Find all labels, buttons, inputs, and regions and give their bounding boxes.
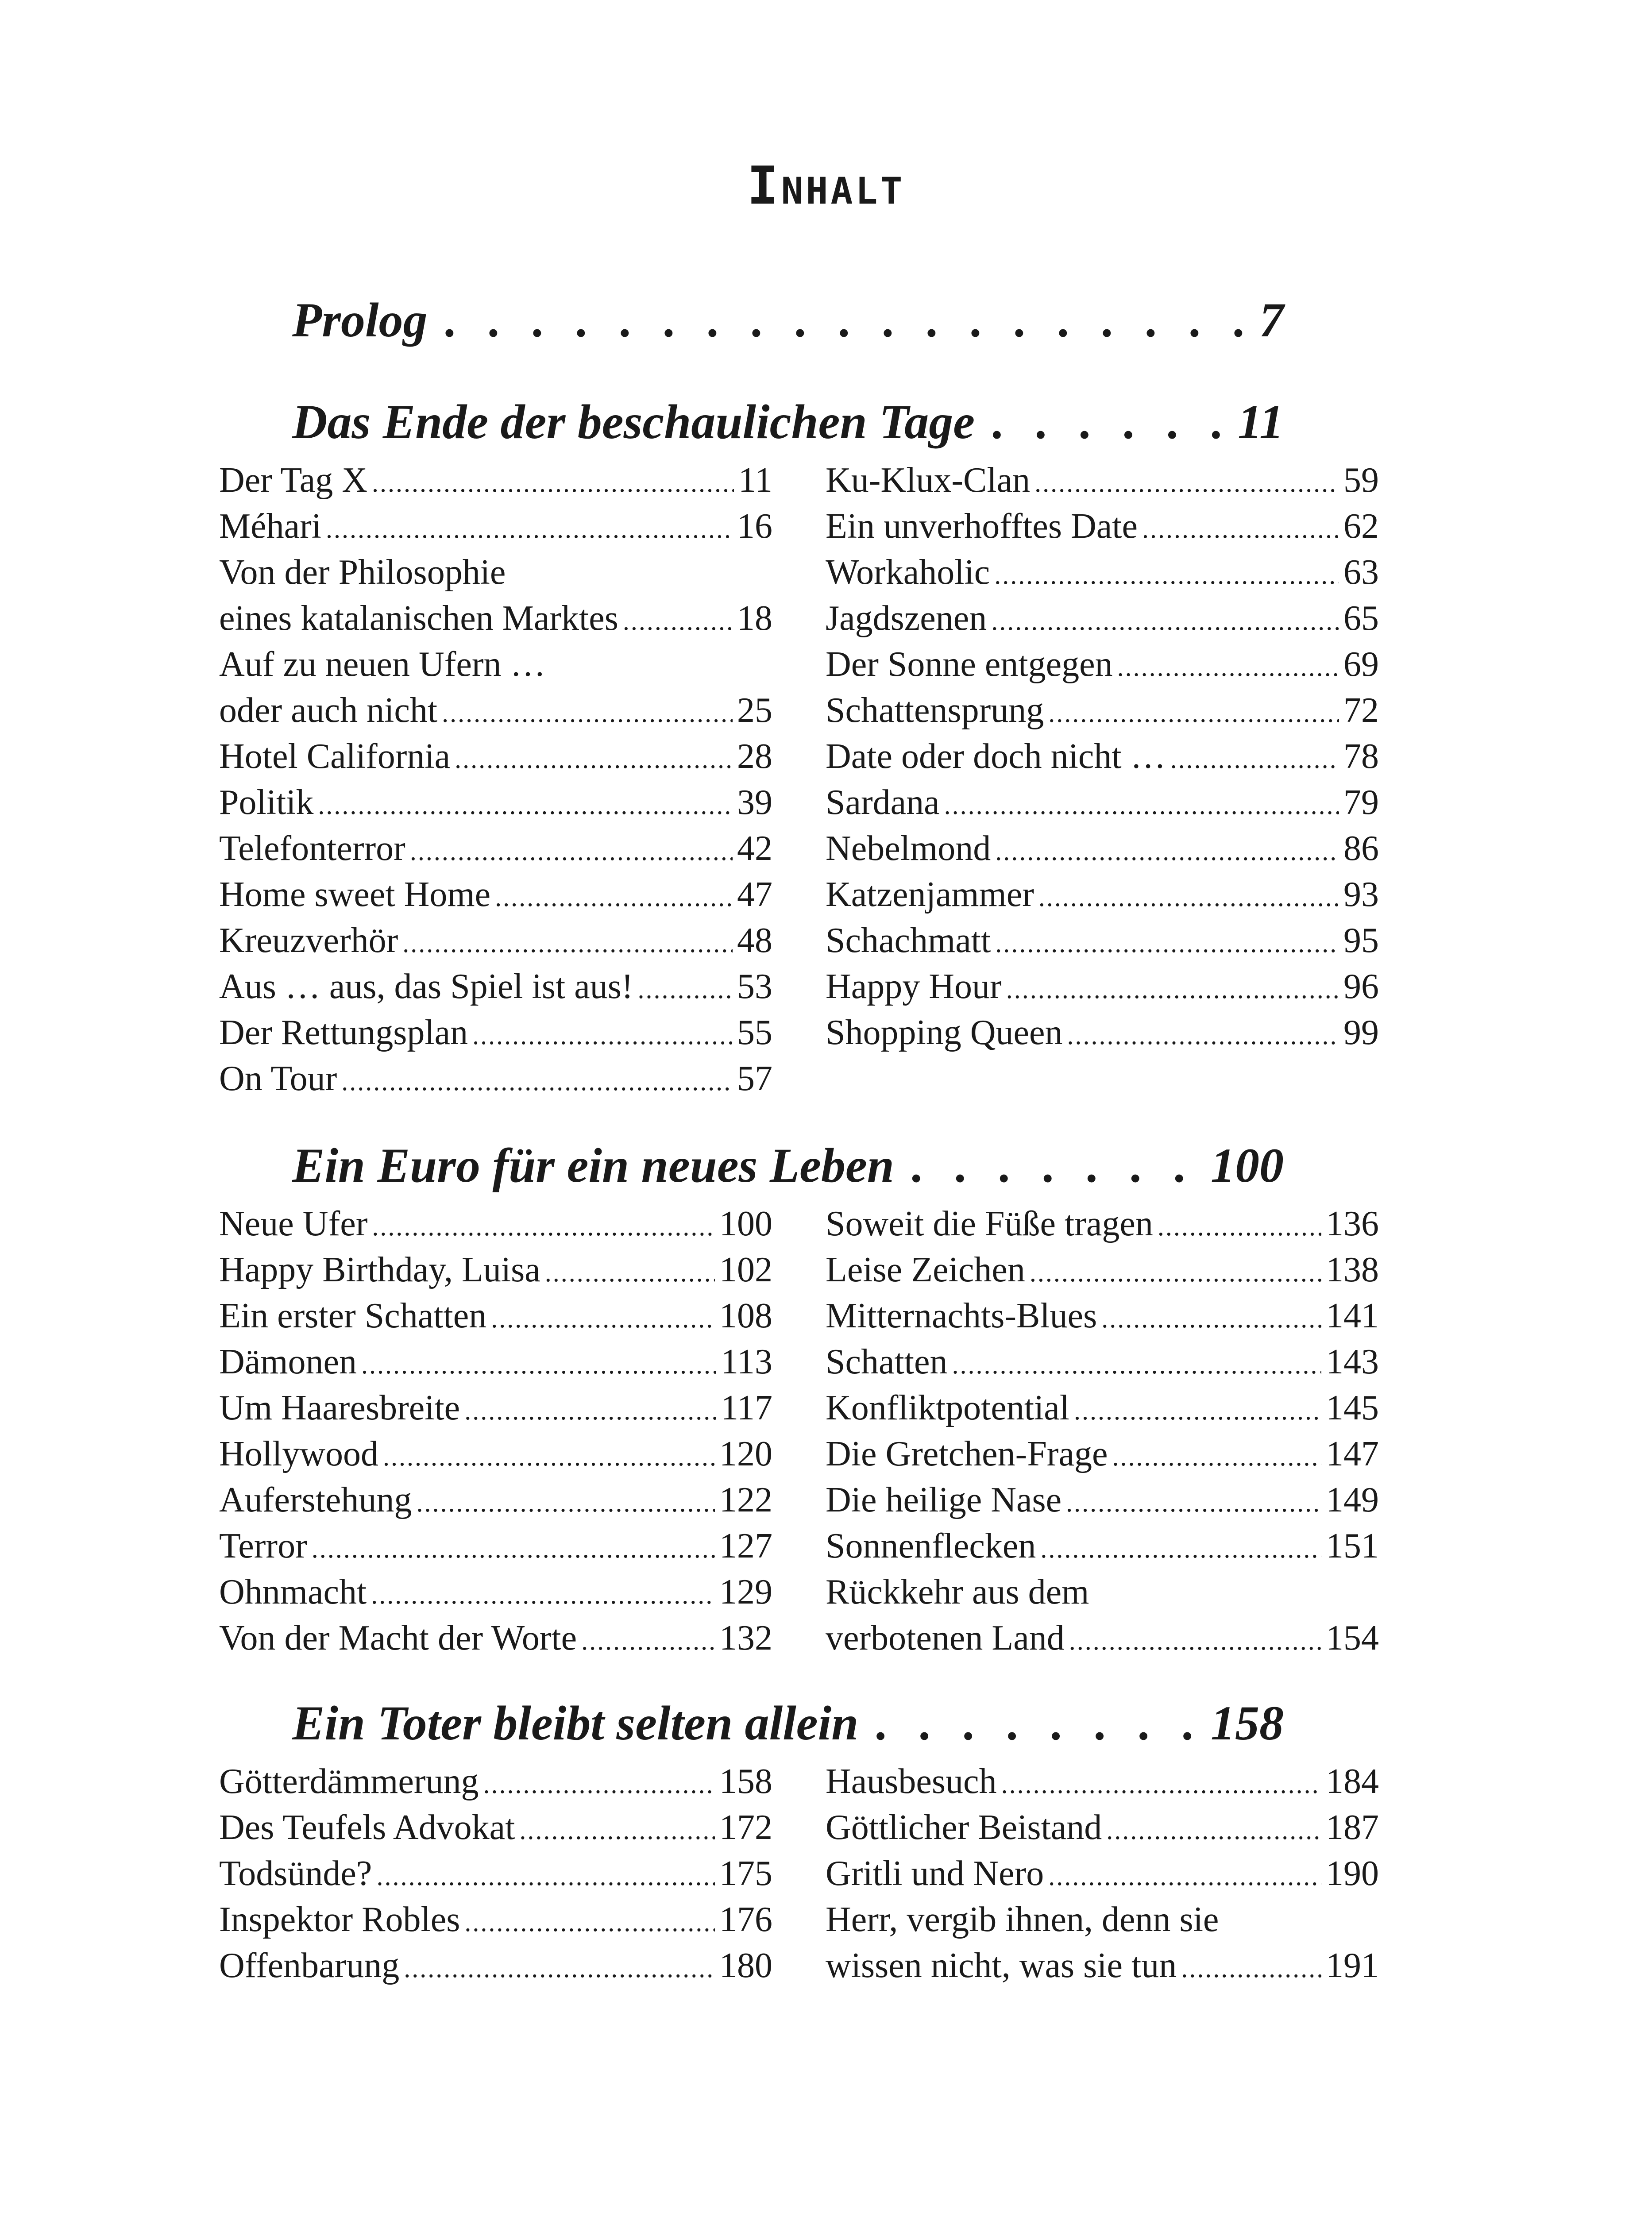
toc-entry-page-number: 154 — [1326, 1619, 1379, 1658]
dot-leader — [1067, 1020, 1339, 1051]
toc-entry — [826, 875, 1379, 921]
toc-entry-page-number: 136 — [1326, 1204, 1379, 1243]
dot-leader — [404, 1953, 715, 1984]
toc-entry-page-number: 63 — [1343, 553, 1379, 592]
toc-entry-title: On Tour — [219, 1059, 337, 1098]
toc-entry-page-number: 132 — [719, 1619, 772, 1658]
page-title: Inhalt — [747, 155, 905, 216]
section-heading — [292, 1695, 1284, 1751]
toc-entry-title: Date oder doch nicht … — [826, 737, 1166, 776]
dot-leader — [361, 1349, 716, 1380]
toc-left-column — [219, 1204, 772, 1664]
dot-leader — [545, 1257, 715, 1288]
toc-entry-title: Von der Macht der Worte — [219, 1619, 577, 1658]
toc-entry — [826, 1900, 1379, 1946]
toc-entry-page-number: 122 — [719, 1480, 772, 1519]
toc-entry-page-number: 100 — [719, 1204, 772, 1243]
toc-entry — [219, 1618, 772, 1664]
dot-leader — [952, 1349, 1321, 1380]
section-title: Prolog — [292, 293, 428, 347]
toc-entry — [219, 829, 772, 875]
toc-entry-title: eines katalanischen Marktes — [219, 599, 618, 638]
toc-entry-title: Happy Birthday, Luisa — [219, 1250, 540, 1289]
toc-entry-title: Kreuzverhör — [219, 921, 398, 960]
toc-entry — [826, 460, 1379, 506]
toc-entry-title: Aus … aus, das Spiel ist aus! — [219, 967, 633, 1006]
toc-entry-page-number: 180 — [719, 1946, 772, 1985]
toc-entry-title: Shopping Queen — [826, 1013, 1063, 1052]
toc-entry-title: Katzenjammer — [826, 875, 1034, 914]
toc-entry — [219, 460, 772, 506]
toc-entry — [826, 1250, 1379, 1296]
toc-entry — [826, 1762, 1379, 1808]
dot-leader — [1170, 744, 1339, 775]
toc-entry-title: Von der Philosophie — [219, 553, 506, 592]
dot-leader — [995, 836, 1339, 867]
dot-leader — [991, 606, 1339, 636]
toc-entry-page-number: 62 — [1343, 507, 1379, 546]
toc-entry — [219, 506, 772, 552]
toc-entry-title: Des Teufels Advokat — [219, 1808, 515, 1847]
toc-entry-title: Schattensprung — [826, 691, 1044, 730]
toc-entry-title: Göttlicher Beistand — [826, 1808, 1102, 1847]
toc-columns — [219, 1204, 1379, 1664]
dot-leader — [991, 394, 1222, 450]
toc-entry — [826, 690, 1379, 736]
toc-entry-page-number: 172 — [719, 1808, 772, 1847]
dot-leader — [638, 974, 733, 1005]
dot-leader — [1048, 1861, 1321, 1892]
section-heading — [292, 292, 1284, 348]
toc-entry-title: Die heilige Nase — [826, 1480, 1062, 1519]
toc-right-column — [826, 1204, 1379, 1664]
toc-entry-title: Ohnmacht — [219, 1573, 367, 1612]
toc-entry-title: Sardana — [826, 783, 940, 822]
toc-entry-title: Rückkehr aus dem — [826, 1573, 1089, 1612]
dot-leader — [402, 928, 733, 959]
toc-entry-title: Mitternachts-Blues — [826, 1296, 1097, 1335]
toc-entry — [826, 1618, 1379, 1664]
toc-entry-page-number: 96 — [1343, 967, 1379, 1006]
toc-entry — [219, 1480, 772, 1526]
dot-leader — [312, 1534, 715, 1564]
toc-right-column — [826, 460, 1379, 1105]
toc-entry-page-number: 120 — [719, 1434, 772, 1473]
toc-entry — [826, 1854, 1379, 1900]
section-heading — [292, 394, 1284, 450]
dot-leader — [1106, 1815, 1321, 1846]
toc-entry-page-number: 69 — [1343, 645, 1379, 684]
dot-leader — [1117, 652, 1339, 682]
toc-entry — [219, 1854, 772, 1900]
toc-entry — [219, 1296, 772, 1342]
toc-entry-page-number: 28 — [737, 737, 772, 776]
toc-entry-title: Inspektor Robles — [219, 1900, 460, 1939]
toc-entry-page-number: 42 — [737, 829, 772, 868]
toc-entry — [219, 1762, 772, 1808]
toc-entry — [219, 783, 772, 829]
toc-entry — [826, 1204, 1379, 1250]
toc-entry-title: Der Sonne entgegen — [826, 645, 1113, 684]
toc-entry-title: Konfliktpotential — [826, 1388, 1070, 1427]
toc-entry — [219, 875, 772, 921]
toc-entry — [219, 1572, 772, 1618]
dot-leader — [581, 1626, 715, 1656]
toc-entry-page-number: 53 — [737, 967, 772, 1006]
dot-leader — [472, 1020, 733, 1051]
toc-entry — [826, 921, 1379, 967]
section-page-number: 7 — [1259, 293, 1284, 347]
toc-entry — [826, 1342, 1379, 1388]
toc-entry — [826, 1388, 1379, 1434]
toc-entry — [219, 1059, 772, 1105]
toc-entry — [826, 552, 1379, 598]
dot-leader — [442, 698, 733, 729]
dot-leader — [1040, 1534, 1321, 1564]
dot-leader — [372, 468, 734, 498]
toc-entry-page-number: 55 — [737, 1013, 772, 1052]
dot-leader — [372, 1211, 715, 1242]
toc-entry-page-number: 102 — [719, 1250, 772, 1289]
toc-right-column — [826, 1762, 1379, 1992]
toc-entry-page-number: 143 — [1326, 1342, 1379, 1381]
dot-leader — [1048, 698, 1339, 729]
section-page-number: 11 — [1238, 395, 1284, 449]
toc-entry-page-number: 127 — [719, 1527, 772, 1565]
toc-entry-title: Workaholic — [826, 553, 990, 592]
toc-entry-page-number: 16 — [737, 507, 772, 546]
toc-entry-page-number: 99 — [1343, 1013, 1379, 1052]
dot-leader — [994, 560, 1339, 590]
toc-columns — [219, 460, 1379, 1105]
toc-entry-page-number: 147 — [1326, 1434, 1379, 1473]
toc-entry-title: Hollywood — [219, 1434, 378, 1473]
toc-entry-page-number: 129 — [719, 1573, 772, 1612]
toc-entry-page-number: 145 — [1326, 1388, 1379, 1427]
toc-entry-title: Der Rettungsplan — [219, 1013, 468, 1052]
toc-entry-page-number: 39 — [737, 783, 772, 822]
toc-entry — [219, 644, 772, 690]
toc-entry-title: Hotel California — [219, 737, 451, 776]
toc-entry-title: Ku-Klux-Clan — [826, 461, 1031, 500]
toc-entry-page-number: 72 — [1343, 691, 1379, 730]
dot-leader — [1158, 1211, 1321, 1242]
dot-leader — [1001, 1769, 1321, 1800]
toc-entry-page-number: 108 — [719, 1296, 772, 1335]
toc-entry-page-number: 57 — [737, 1059, 772, 1098]
dot-leader — [1112, 1442, 1321, 1472]
dot-leader — [341, 1066, 733, 1097]
dot-leader — [1066, 1488, 1321, 1518]
toc-left-column — [219, 460, 772, 1105]
toc-entry — [826, 783, 1379, 829]
toc-entry — [826, 644, 1379, 690]
toc-entry-title: Um Haaresbreite — [219, 1388, 460, 1427]
toc-entry — [826, 1946, 1379, 1992]
dot-leader — [495, 882, 733, 913]
dot-leader — [444, 292, 1243, 348]
toc-entry-page-number: 59 — [1343, 461, 1379, 500]
toc-entry — [219, 598, 772, 644]
toc-entry — [219, 690, 772, 736]
toc-entry-title: wissen nicht, was sie tun — [826, 1946, 1177, 1985]
dot-leader — [995, 928, 1339, 959]
toc-entry — [219, 1946, 772, 1992]
toc-entry-title: oder auch nicht — [219, 691, 438, 730]
dot-leader — [519, 1815, 715, 1846]
toc-entry — [219, 921, 772, 967]
dot-leader — [1030, 1257, 1321, 1288]
toc-entry-page-number: 158 — [719, 1762, 772, 1801]
dot-leader — [1069, 1626, 1321, 1656]
section-title: Das Ende der beschaulichen Tage — [292, 395, 975, 449]
dot-leader — [383, 1442, 715, 1472]
toc-entry-title: Offenbarung — [219, 1946, 400, 1985]
toc-entry-page-number: 48 — [737, 921, 772, 960]
dot-leader — [1038, 882, 1339, 913]
toc-entry-title: Auferstehung — [219, 1480, 412, 1519]
dot-leader — [944, 790, 1339, 821]
toc-entry-title: Hausbesuch — [826, 1762, 997, 1801]
toc-entry-page-number: 141 — [1326, 1296, 1379, 1335]
toc-entry — [826, 1434, 1379, 1480]
toc-entry-title: Der Tag X — [219, 461, 368, 500]
toc-entry — [826, 598, 1379, 644]
toc-entry — [219, 1013, 772, 1059]
toc-entry-title: Auf zu neuen Ufern … — [219, 645, 546, 684]
dot-leader — [874, 1695, 1195, 1751]
dot-leader — [455, 744, 733, 775]
toc-entry-page-number: 149 — [1326, 1480, 1379, 1519]
toc-entry — [219, 1388, 772, 1434]
dot-leader — [491, 1303, 715, 1334]
toc-entry — [219, 967, 772, 1013]
toc-entry-page-number: 117 — [720, 1388, 772, 1427]
toc-entry — [219, 1808, 772, 1854]
dot-leader — [483, 1769, 715, 1800]
toc-entry — [219, 1526, 772, 1572]
section-page-number: 100 — [1211, 1138, 1284, 1192]
dot-leader — [376, 1861, 715, 1892]
toc-entry-page-number: 190 — [1326, 1854, 1379, 1893]
toc-entry-title: Die Gretchen-Frage — [826, 1434, 1108, 1473]
toc-entry — [826, 1526, 1379, 1572]
toc-entry-page-number: 47 — [737, 875, 772, 914]
toc-entry-title: Leise Zeichen — [826, 1250, 1025, 1289]
toc-entry-title: Ein erster Schatten — [219, 1296, 487, 1335]
toc-entry-title: Jagdszenen — [826, 599, 987, 638]
toc-entry-title: Götterdämmerung — [219, 1762, 479, 1801]
toc-entry — [826, 829, 1379, 875]
dot-leader — [1074, 1396, 1321, 1426]
toc-entry-page-number: 191 — [1326, 1946, 1379, 1985]
toc-entry — [826, 967, 1379, 1013]
toc-entry — [826, 1572, 1379, 1618]
toc-entry-page-number: 95 — [1343, 921, 1379, 960]
section-page-number: 158 — [1211, 1696, 1284, 1750]
toc-entry-page-number: 25 — [737, 691, 772, 730]
toc-entry-title: Telefonterror — [219, 829, 405, 868]
toc-entry-page-number: 86 — [1343, 829, 1379, 868]
toc-entry-title: Dämonen — [219, 1342, 357, 1381]
toc-entry-page-number: 65 — [1343, 599, 1379, 638]
toc-entry-title: Méhari — [219, 507, 322, 546]
toc-entry — [219, 1204, 772, 1250]
toc-entry-page-number: 184 — [1326, 1762, 1379, 1801]
dot-leader — [371, 1580, 715, 1610]
toc-entry-page-number: 18 — [737, 599, 772, 638]
toc-entry — [826, 1013, 1379, 1059]
dot-leader — [1101, 1303, 1321, 1334]
dot-leader — [1006, 974, 1339, 1005]
toc-entry — [826, 506, 1379, 552]
toc-left-column — [219, 1762, 772, 1992]
toc-entry — [219, 1250, 772, 1296]
toc-entry-page-number: 138 — [1326, 1250, 1379, 1289]
toc-entry-page-number: 175 — [719, 1854, 772, 1893]
section-title: Ein Toter bleibt selten allein — [292, 1696, 859, 1750]
toc-entry-title: Schachmatt — [826, 921, 991, 960]
toc-entry-title: Nebelmond — [826, 829, 991, 868]
toc-entry-title: Gritli und Nero — [826, 1854, 1044, 1893]
toc-entry — [219, 736, 772, 783]
toc-entry-title: Neue Ufer — [219, 1204, 368, 1243]
toc-entry — [826, 1808, 1379, 1854]
toc-entry-title: Home sweet Home — [219, 875, 491, 914]
section-title: Ein Euro für ein neues Leben — [292, 1138, 894, 1192]
dot-leader — [318, 790, 733, 821]
dot-leader — [464, 1396, 716, 1426]
toc-columns — [219, 1762, 1379, 1992]
toc-entry — [219, 552, 772, 598]
toc-entry — [219, 1900, 772, 1946]
toc-entry — [826, 1296, 1379, 1342]
toc-entry — [219, 1434, 772, 1480]
toc-entry — [826, 736, 1379, 783]
dot-leader — [910, 1137, 1195, 1194]
dot-leader — [1142, 514, 1339, 544]
dot-leader — [1181, 1953, 1321, 1984]
toc-entry-page-number: 78 — [1343, 737, 1379, 776]
toc-entry-title: Soweit die Füße tragen — [826, 1204, 1153, 1243]
toc-entry-page-number: 187 — [1326, 1808, 1379, 1847]
toc-entry-page-number: 151 — [1326, 1527, 1379, 1565]
dot-leader — [326, 514, 733, 544]
toc-entry — [826, 1480, 1379, 1526]
toc-entry-title: Herr, vergib ihnen, denn sie — [826, 1900, 1219, 1939]
dot-leader — [410, 836, 733, 867]
toc-entry-title: Ein unverhofftes Date — [826, 507, 1138, 546]
toc-entry-page-number: 79 — [1343, 783, 1379, 822]
dot-leader — [623, 606, 733, 636]
section-heading — [292, 1137, 1284, 1194]
toc-entry-title: verbotenen Land — [826, 1619, 1065, 1658]
toc-entry-title: Todsünde? — [219, 1854, 372, 1893]
toc-entry-title: Politik — [219, 783, 314, 822]
toc-entry-page-number: 176 — [719, 1900, 772, 1939]
toc-entry-title: Happy Hour — [826, 967, 1002, 1006]
toc-entry-page-number: 113 — [720, 1342, 772, 1381]
dot-leader — [1034, 468, 1339, 498]
toc-entry-title: Sonnenflecken — [826, 1527, 1036, 1565]
toc-entry-title: Schatten — [826, 1342, 948, 1381]
toc-entry-page-number: 11 — [738, 461, 772, 500]
dot-leader — [416, 1488, 715, 1518]
toc-entry-title: Terror — [219, 1527, 307, 1565]
toc-entry-page-number: 93 — [1343, 875, 1379, 914]
toc-entry — [219, 1342, 772, 1388]
dot-leader — [464, 1907, 715, 1938]
